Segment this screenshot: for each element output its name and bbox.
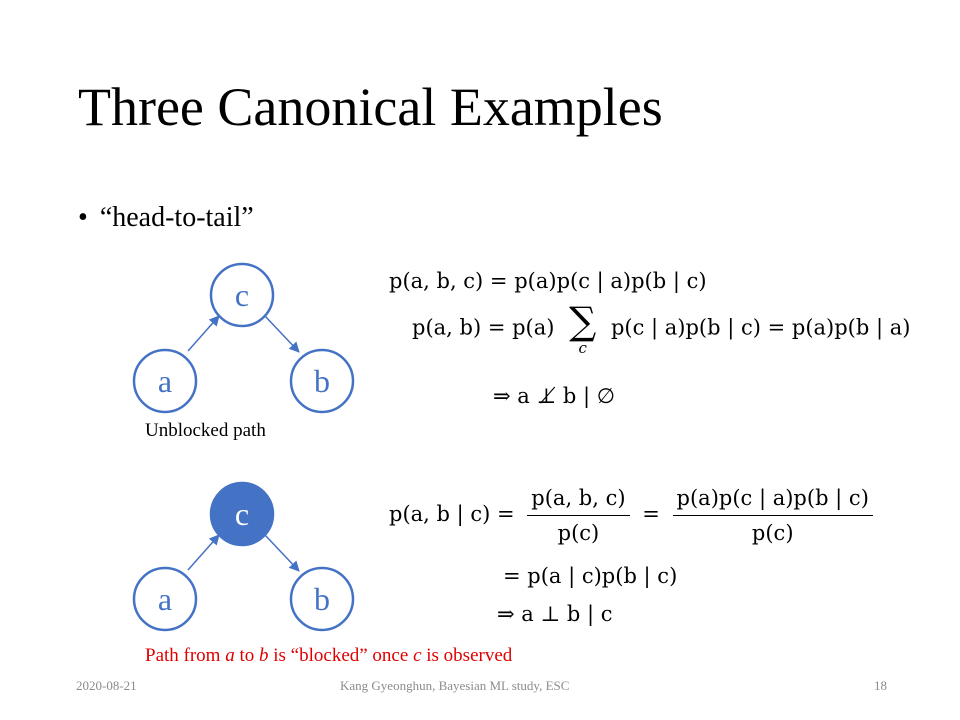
summation [569, 299, 597, 357]
fraction-2 [673, 485, 873, 546]
edge-a-to-c [188, 316, 219, 351]
slide-title: Three Canonical Examples [78, 77, 663, 137]
caption-blocked-part: Path from [145, 645, 226, 666]
equation-marginal [412, 299, 911, 357]
node-c-label: c [234, 277, 250, 313]
equals-sign: = [642, 502, 660, 526]
equation-marginal-rhs: p(c | a)p(b | c) = p(a)p(b | a) [610, 315, 911, 340]
caption-var-a: a [225, 645, 235, 666]
equation-conclusion-2: ⇒ a ⊥ b | c [497, 602, 613, 626]
bullet-text: “head-to-tail” [99, 202, 254, 233]
fraction-1 [527, 485, 629, 546]
edge-c-to-b [265, 316, 299, 352]
node-b-2-label: b [314, 581, 330, 617]
edge-c-to-b-2 [265, 535, 299, 571]
caption-var-b: b [259, 645, 269, 666]
fraction-2-denominator: p(c) [751, 521, 794, 545]
footer-date: 2020-08-21 [76, 678, 137, 693]
caption-blocked [145, 645, 512, 667]
caption-unblocked: Unblocked path [145, 420, 266, 441]
summation-index: c [578, 339, 587, 357]
summation-sign: ∑ [569, 299, 597, 343]
node-b-label: b [314, 363, 330, 399]
caption-blocked-part: is “blocked” once [268, 645, 414, 666]
caption-blocked-part: to [234, 645, 259, 666]
equation-marginal-lhs: p(a, b) = p(a) [412, 315, 555, 340]
diagram-2 [134, 483, 353, 630]
fraction-1-denominator: p(c) [557, 521, 600, 545]
equation-conditional-lhs: p(a, b | c) = [389, 502, 515, 526]
caption-blocked-part: is observed [421, 645, 513, 666]
equation-conclusion-1: ⇒ a ⊥̸ b | ∅ [493, 384, 616, 408]
caption-var-c: c [413, 645, 422, 666]
footer-author: Kang Gyeonghun, Bayesian ML study, ESC [340, 678, 570, 693]
fraction-1-numerator: p(a, b, c) [527, 485, 629, 516]
equation-joint-rhs: p(a)p(c | a)p(b | c) [514, 269, 707, 293]
node-a-label: a [157, 363, 173, 399]
bullet-marker: • [78, 202, 88, 233]
node-c-2-label: c [234, 496, 250, 532]
fraction-2-numerator: p(a)p(c | a)p(b | c) [673, 485, 873, 516]
equation-joint [389, 266, 707, 296]
equation-factorized: = p(a | c)p(b | c) [503, 564, 678, 588]
page-number: 18 [874, 678, 887, 693]
equation-conditional [389, 485, 879, 546]
node-a-2-label: a [157, 581, 173, 617]
equation-joint-lhs: p(a, b, c) = [389, 269, 508, 293]
edge-a-to-c-2 [188, 535, 219, 570]
diagram-1 [134, 264, 353, 412]
